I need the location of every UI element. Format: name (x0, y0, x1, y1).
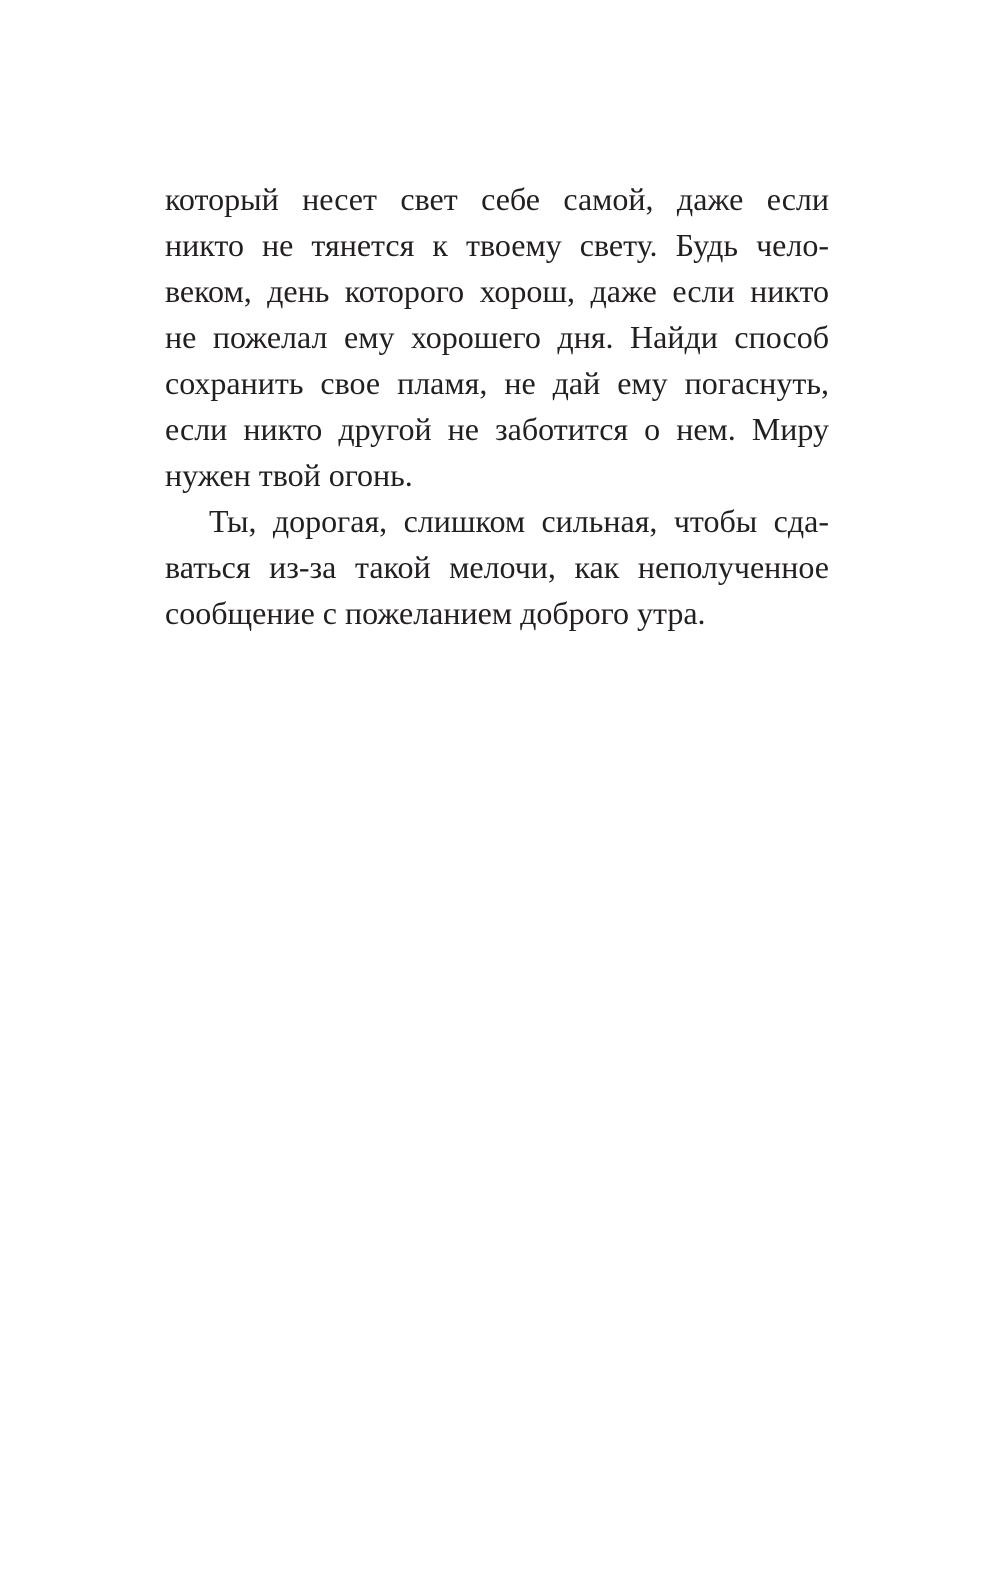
text-line: Ты, дорогая, слишком сильная, чтобы сда- (209, 503, 829, 539)
paragraph-1 (165, 176, 829, 498)
text-line: сообщение с пожеланием доброго утра. (165, 595, 706, 631)
text-line: если никто другой не заботится о нем. Миру (165, 411, 829, 447)
text-line: не пожелал ему хорошего дня. Найди способ (165, 319, 829, 355)
text-line: ваться из-за такой мелочи, как неполученное (165, 549, 829, 585)
body-text (165, 176, 829, 636)
paragraph-2 (165, 498, 829, 636)
text-line: сохранить свое пламя, не дай ему погаснуть, (165, 365, 829, 401)
text-line: никто не тянется к твоему свету. Будь чело- (165, 227, 829, 263)
text-line: который несет свет себе самой, даже если (165, 181, 829, 217)
text-line: веком, день которого хорош, даже если никто (165, 273, 829, 309)
text-line: нужен твой огонь. (165, 457, 413, 493)
